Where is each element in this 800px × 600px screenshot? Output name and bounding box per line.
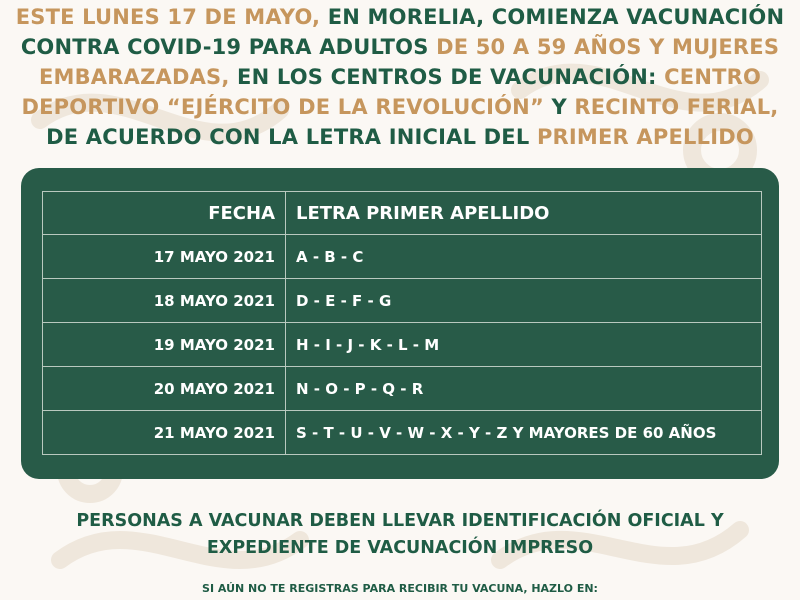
row-date: 19 MAYO 2021 [43, 323, 286, 367]
schedule-header-row [43, 192, 762, 235]
announcement-headline [10, 2, 790, 152]
table-row [43, 367, 762, 411]
row-letters: D - E - F - G [286, 279, 762, 323]
row-letters: S - T - U - V - W - X - Y - Z Y MAYORES DE 60 AÑOS [286, 411, 762, 455]
headline-line [10, 92, 790, 122]
row-letters: A - B - C [286, 235, 762, 279]
headline-highlight: DEPORTIVO “EJÉRCITO DE LA REVOLUCIÓN” [21, 95, 544, 119]
headline-text: Y [543, 95, 575, 119]
headline-highlight: PRIMER APELLIDO [536, 125, 754, 149]
column-header-letters: LETRA PRIMER APELLIDO [286, 192, 762, 235]
table-row [43, 279, 762, 323]
row-letters: N - O - P - Q - R [286, 367, 762, 411]
schedule-panel [21, 168, 779, 479]
table-row [43, 235, 762, 279]
headline-highlight: RECINTO FERIAL, [574, 95, 779, 119]
column-header-date: FECHA [43, 192, 286, 235]
headline-text: EN LOS CENTROS DE VACUNACIÓN: [229, 65, 665, 89]
headline-highlight: EMBARAZADAS, [38, 65, 230, 89]
headline-line [10, 122, 790, 152]
requirements-note [10, 508, 790, 562]
headline-text: DE ACUERDO CON LA LETRA INICIAL DEL [46, 125, 537, 149]
headline-text: CONTRA COVID-19 PARA ADULTOS [20, 35, 437, 59]
headline-line [10, 62, 790, 92]
table-row [43, 411, 762, 455]
row-date: 20 MAYO 2021 [43, 367, 286, 411]
requirements-line-1: PERSONAS A VACUNAR DEBEN LLEVAR IDENTIFICACIÓN OFICIAL Y [76, 511, 724, 531]
row-letters: H - I - J - K - L - M [286, 323, 762, 367]
headline-line [10, 32, 790, 62]
headline-highlight: ESTE LUNES 17 DE MAYO, [15, 5, 321, 29]
requirements-line-2: EXPEDIENTE DE VACUNACIÓN IMPRESO [206, 538, 594, 558]
headline-highlight: DE 50 A 59 AÑOS Y MUJERES [436, 35, 780, 59]
headline-text: EN MORELIA, COMIENZA VACUNACIÓN [320, 5, 785, 29]
row-date: 18 MAYO 2021 [43, 279, 286, 323]
registration-note: SI AÚN NO TE REGISTRAS PARA RECIBIR TU VACUNA, HAZLO EN: [202, 582, 598, 595]
headline-highlight: CENTRO [664, 65, 762, 89]
headline-line [10, 2, 790, 32]
schedule-table [42, 191, 762, 455]
row-date: 17 MAYO 2021 [43, 235, 286, 279]
row-date: 21 MAYO 2021 [43, 411, 286, 455]
table-row [43, 323, 762, 367]
